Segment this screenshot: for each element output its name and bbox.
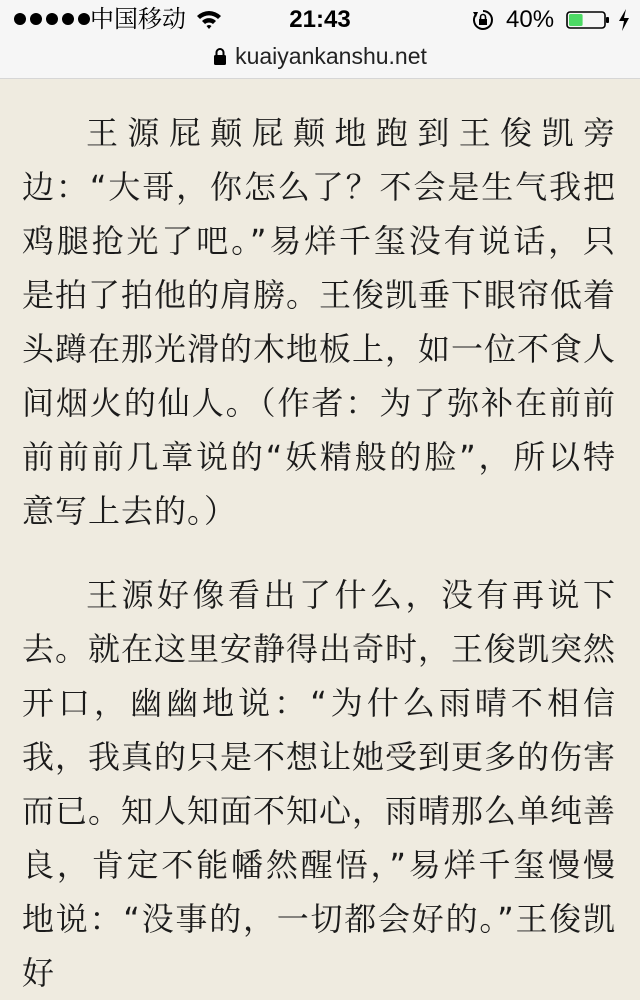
status-bar — [0, 0, 640, 40]
url-text[interactable]: kuaiyankanshu.net — [235, 43, 427, 69]
address-bar[interactable] — [0, 40, 640, 79]
charging-bolt-icon — [618, 9, 630, 31]
reader-content[interactable] — [0, 79, 640, 992]
padlock-icon — [213, 47, 227, 65]
clock: 21:43 — [289, 6, 351, 33]
article-paragraph: 王源好像看出了什么，没有再说下去。就在这里安静得出奇时，王俊凯突然开口，幽幽地说：“为什么雨晴不相信我，我真的只是不想让她受到更多的伤害而已。知人知面不知心，雨晴那么单纯善良，肯定不能幡然醒悟，”易烊千玺慢慢地说：“没事的，一切都会好的。”王俊凯好 — [22, 576, 617, 992]
battery-icon — [566, 11, 610, 29]
article-paragraph: 王源屁颠屁颠地跑到王俊凯旁边：“大哥，你怎么了？不会是生气我把鸡腿抢光了吧。”易烊千玺没有说话，只是拍了拍他的肩膀。王俊凯垂下眼帘低着头蹲在那光滑的木地板上，如一位不食人间烟火的仙人。（作者：为了弥补在前前前前前几章说的“妖精般的脸”，所以特意写上去的。） — [22, 114, 617, 530]
rotation-lock-icon — [472, 9, 494, 31]
battery-fill — [569, 14, 583, 26]
carrier-name: 中国移动 — [90, 6, 186, 33]
battery-percent: 40% — [506, 6, 555, 33]
